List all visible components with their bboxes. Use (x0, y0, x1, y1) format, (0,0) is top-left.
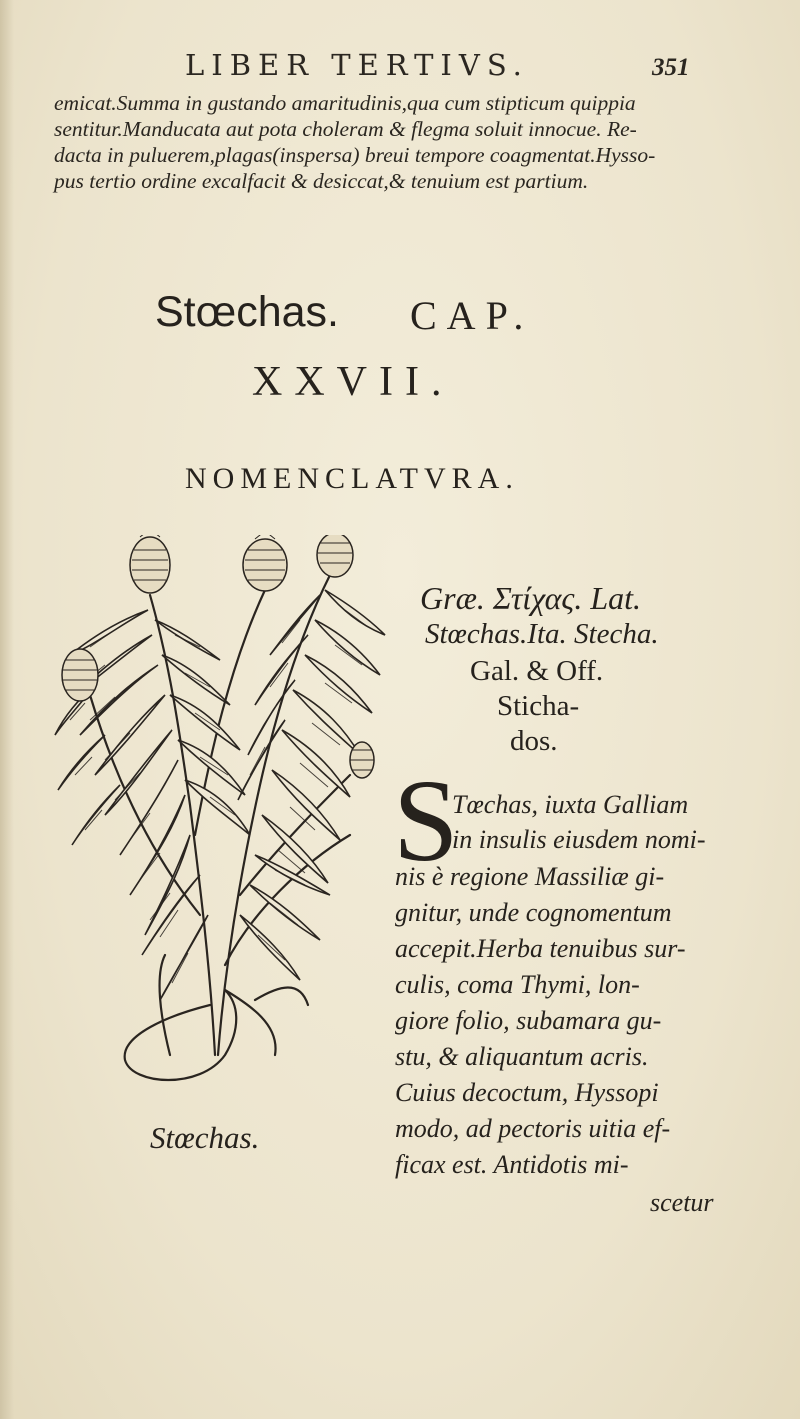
body-line: accepit.Herba tenuibus sur- (395, 934, 686, 963)
chapter-number: XXVII. (252, 359, 454, 405)
running-head: LIBER TERTIVS. (185, 48, 529, 82)
chapter-cap-label: CAP. (410, 293, 534, 338)
body-line: nis è regione Massiliæ gi- (395, 862, 665, 891)
nomenclature-line: Græ. Στίχας. Lat. (420, 580, 642, 616)
text-line: pus tertio ordine excalfacit & desiccat,& tenuium est partium. (54, 169, 589, 193)
text-line: emicat.Summa in gustando amaritudinis,qua cum stipticum quippia (54, 91, 636, 115)
body-line: ficax est. Antidotis mi- (395, 1150, 629, 1179)
drop-cap: S (393, 755, 459, 886)
nomenclature-line: Stœchas.Ita. Stecha. (425, 618, 659, 650)
body-line: modo, ad pectoris uitia ef- (395, 1114, 671, 1143)
body-line: giore folio, subamara gu- (395, 1006, 662, 1035)
catchword: scetur (650, 1188, 714, 1217)
nomenclature-line: Gal. & Off. (470, 655, 604, 687)
nomenclature-line: Sticha- (497, 690, 580, 722)
section-heading: NOMENCLATVRA. (185, 462, 519, 495)
nomenclature-line: dos. (510, 725, 558, 757)
body-line: in insulis eiusdem nomi- (452, 825, 706, 854)
chapter-title: Stœchas. (155, 288, 339, 336)
spine-shadow (0, 0, 14, 1419)
body-line: stu, & aliquantum acris. (395, 1042, 649, 1071)
body-line: Cuius decoctum, Hyssopi (395, 1078, 659, 1107)
body-line: culis, coma Thymi, lon- (395, 970, 640, 999)
body-line: Tœchas, iuxta Galliam (452, 790, 689, 819)
text-line: sentitur.Manducata aut pota choleram & flegma soluit innocue. Re- (54, 117, 637, 141)
plate-caption: Stœchas. (150, 1120, 260, 1155)
text-line: dacta in puluerem,plagas(inspersa) breui tempore coagmentat.Hysso- (54, 143, 656, 167)
page-number: 351 (652, 54, 690, 81)
continuation-paragraph (54, 90, 714, 194)
body-line: gnitur, unde cognomentum (395, 898, 672, 927)
stoechas-plant-woodcut-icon (50, 535, 390, 1095)
